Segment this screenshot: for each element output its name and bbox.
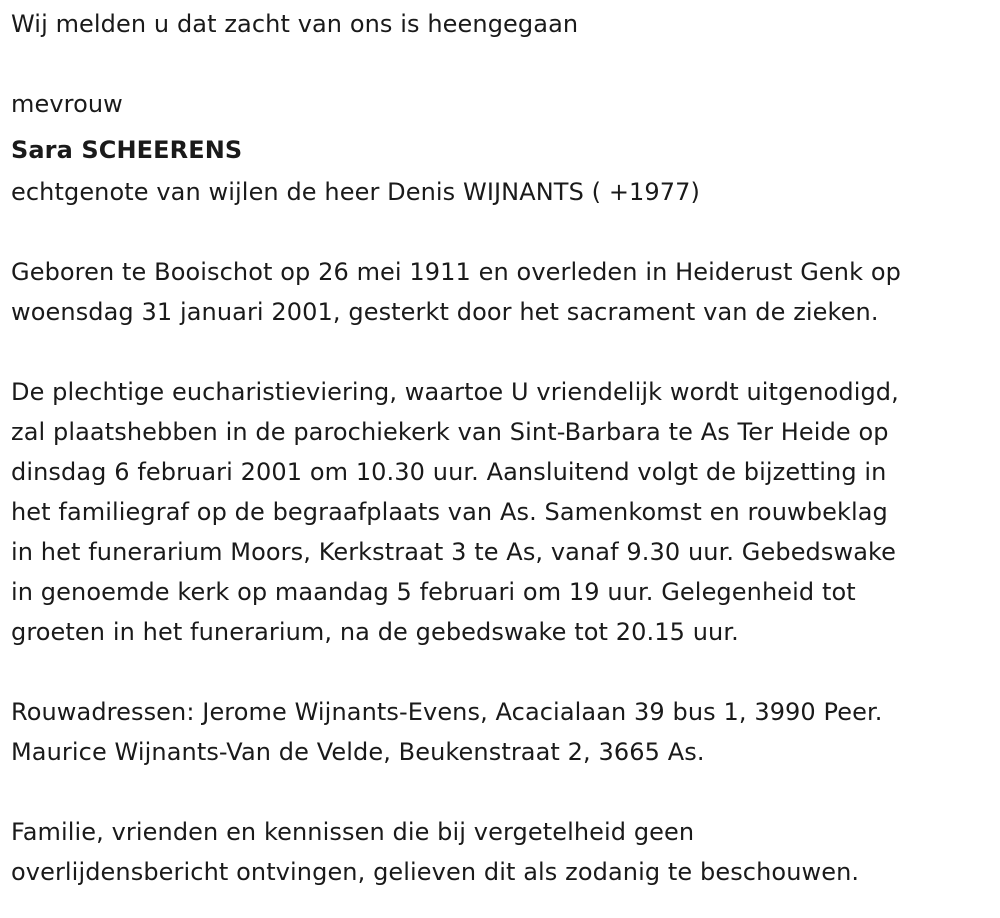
paragraph-line: het familiegraf op de begraafplaats van As. Samenkomst en rouwbeklag bbox=[11, 498, 888, 526]
paragraph-line: overlijdensbericht ontvingen, gelieven dit als zodanig te beschouwen. bbox=[11, 858, 860, 886]
paragraph-line: Rouwadressen: Jerome Wijnants-Evens, Acacialaan 39 bus 1, 3990 Peer. bbox=[11, 698, 883, 726]
obituary-notice bbox=[11, 4, 996, 892]
birth-death-paragraph bbox=[11, 252, 996, 332]
paragraph-line: zal plaatshebben in de parochiekerk van Sint-Barbara te As Ter Heide op bbox=[11, 418, 889, 446]
paragraph-line: in genoemde kerk op maandag 5 februari om 19 uur. Gelegenheid tot bbox=[11, 578, 856, 606]
spacer bbox=[11, 332, 996, 372]
paragraph-line: woensdag 31 januari 2001, gesterkt door het sacrament van de zieken. bbox=[11, 298, 879, 326]
title-prefix: mevrouw bbox=[11, 90, 123, 118]
spouse-line: echtgenote van wijlen de heer Denis WIJNANTS ( +1977) bbox=[11, 178, 700, 206]
spacer bbox=[11, 772, 996, 812]
ceremony-paragraph bbox=[11, 372, 996, 652]
closing-paragraph bbox=[11, 812, 996, 892]
paragraph-line: Geboren te Booischot op 26 mei 1911 en overleden in Heiderust Genk op bbox=[11, 258, 901, 286]
spacer bbox=[11, 44, 996, 84]
paragraph-line: groeten in het funerarium, na de gebedswake tot 20.15 uur. bbox=[11, 618, 739, 646]
spacer bbox=[11, 212, 996, 252]
paragraph-line: Maurice Wijnants-Van de Velde, Beukenstraat 2, 3665 As. bbox=[11, 738, 705, 766]
addresses-paragraph bbox=[11, 692, 996, 772]
intro-text: Wij melden u dat zacht van ons is heengegaan bbox=[11, 10, 579, 38]
deceased-name: Sara SCHEERENS bbox=[11, 136, 243, 164]
paragraph-line: dinsdag 6 februari 2001 om 10.30 uur. Aansluitend volgt de bijzetting in bbox=[11, 458, 887, 486]
paragraph-line: De plechtige eucharistieviering, waartoe U vriendelijk wordt uitgenodigd, bbox=[11, 378, 899, 406]
paragraph-line: in het funerarium Moors, Kerkstraat 3 te As, vanaf 9.30 uur. Gebedswake bbox=[11, 538, 897, 566]
spacer bbox=[11, 652, 996, 692]
paragraph-line: Familie, vrienden en kennissen die bij vergetelheid geen bbox=[11, 818, 695, 846]
